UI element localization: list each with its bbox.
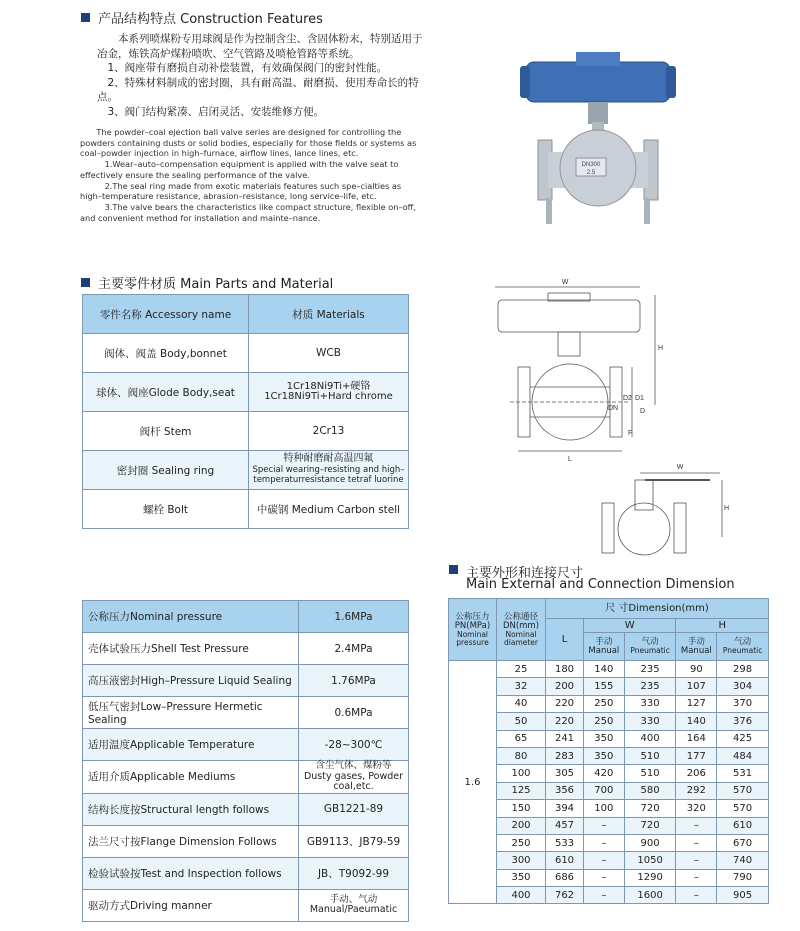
dim-cell: 304 [717,678,769,695]
part-material: WCB [249,334,409,373]
dim-cell: 510 [624,765,676,782]
spec-label: 法兰尺寸按Flange Dimension Follows [83,825,299,857]
dimensions-title-en-wrap [466,577,735,592]
header-l: L [546,619,584,661]
dim-cell: 125 [497,782,546,799]
dim-cell: 740 [717,852,769,869]
section-square-icon [81,278,90,287]
header-pn-unit: PN(MPa) [454,620,491,631]
spec-value: 0.6MPa [299,697,409,729]
header-pn [449,599,497,661]
dim-cell: 292 [676,782,717,799]
pneumatic-cn: 气动 [641,637,659,647]
dim-cell: 241 [546,730,584,747]
spec-label: 驱动方式Driving manner [83,889,299,921]
dim-cell: 164 [676,730,717,747]
spec-value-en: Manual/Paeumatic [309,904,398,915]
dim-cell: 305 [546,765,584,782]
part-name: 球体、阀座Glode Body,seat [83,373,249,412]
part-material-cn: 1Cr18Ni9Ti+硬铬 [286,380,371,392]
spec-value: -28~300℃ [299,729,409,761]
dim-cell: 420 [584,765,625,782]
header-h-manual [676,633,717,661]
header-dn [497,599,546,661]
dim-label-w: W [561,279,569,286]
table-row [83,334,409,373]
pneumatic-cn: 气动 [734,637,752,647]
part-name: 螺栓 Bolt [83,490,249,529]
construction-cn-text [97,32,423,119]
header-pn-en: Nominal pressure [456,629,489,647]
dim-cell: 107 [676,678,717,695]
dim-cell: 283 [546,747,584,764]
dim-cell: – [676,852,717,869]
header-h: H [676,619,769,633]
spec-value: GB9113、JB79-59 [299,825,409,857]
dim-cell: 200 [546,678,584,695]
header-dn-cn: 公称通径 [503,611,538,622]
spec-label: 公称压力Nominal pressure [83,601,299,633]
dim-label-h2: H [724,505,730,512]
dim-header-row [449,599,769,619]
section-square-icon [449,565,458,574]
header-dn-unit: DN(mm) [502,620,540,631]
header-w: W [584,619,676,633]
parts-table [82,294,409,529]
dim-cell: 580 [624,782,676,799]
dim-cell: 220 [546,713,584,730]
section-square-icon [81,13,90,22]
nameplate-text: 2.5 [586,170,596,176]
cn-paragraph: 本系列喷煤粉专用球阀是作为控制含尘、含固体粉末，特别适用于冶金，炼铁高炉煤粉喷吹、空气管路及喷枪管路等系统。 [97,33,423,60]
dim-cell: 330 [624,713,676,730]
manual-en: Manual [680,645,712,656]
actuator-cap-left [520,66,530,98]
table-row [449,817,769,834]
part-name: 密封圈 Sealing ring [83,451,249,490]
dim-label-h: H [658,345,664,352]
construction-title [81,8,323,27]
part-material: 中碳钢 Medium Carbon stell [249,490,409,529]
dim-cell: 127 [676,695,717,712]
table-row [83,793,409,825]
header-h-pneumatic [717,633,769,661]
spec-value: JB、T9092-99 [299,857,409,889]
manual-cn: 手动 [595,636,613,647]
en-paragraph: 1.Wear–auto–compensation equipment is applied with the valve seat to effectively ensure the sealing performance of the valve. [80,159,399,180]
dim-cell: 140 [584,661,625,678]
table-row [83,633,409,665]
dim-cell: 180 [546,661,584,678]
header-w-manual [584,633,625,661]
dim-cell: 457 [546,817,584,834]
spec-value [299,889,409,921]
table-row [449,747,769,764]
header-dimension: 尺 寸Dimension(mm) [546,599,769,619]
dim-cell: 900 [624,834,676,851]
table-row [449,887,769,904]
dim-cell: 250 [584,695,625,712]
construction-en-text [80,127,422,223]
dim-cell: 50 [497,713,546,730]
dim-cell: 700 [584,782,625,799]
spec-value: GB1221-89 [299,793,409,825]
spec-value-en: Dusty gases, Powder coal,etc. [303,770,404,792]
dim-label-w2: W [676,464,684,471]
table-row [449,800,769,817]
parts-header-material: 材质 Materials [249,295,409,334]
spec-label: 结构长度按Structural length follows [83,793,299,825]
dim-cell: 350 [497,869,546,886]
dim-cell: 670 [717,834,769,851]
table-row [449,782,769,799]
spec-value: 1.6MPa [299,601,409,633]
part-material-en: 1Cr18Ni9Ti+Hard chrome [264,391,393,402]
spec-value-cn: 含尘气体、煤粉等 [315,760,392,771]
support-leg [644,198,650,224]
dim-cell: 905 [717,887,769,904]
cn-paragraph: 1、阀座带有磨损自动补偿装置，有效确保阀门的密封性能。 [107,62,388,74]
manual-stem-outline [635,480,653,510]
dim-cell: 394 [546,800,584,817]
header-dn-en: Nominal diameter [504,629,538,647]
part-material [249,451,409,490]
dimension-body [449,661,769,904]
dim-cell: – [676,834,717,851]
bracket-outline [558,332,580,356]
dim-cell: 1290 [624,869,676,886]
en-paragraph: 3.The valve bears the characteristics like compact structure, flexible on–off, and convenient method for installation and mainte–nance. [80,201,416,223]
table-row [449,765,769,782]
table-row [449,730,769,747]
spec-value [299,761,409,794]
dim-cell: – [584,869,625,886]
dim-cell: 350 [584,747,625,764]
parts-header-row [83,295,409,334]
dim-label-dn: DN [608,405,619,412]
dimensions-title-cn: 主要外形和连接尺寸 [466,566,584,581]
table-row [83,373,409,412]
dim-cell: 356 [546,782,584,799]
parts-title-text: 主要零件材质 Main Parts and Material [98,277,334,292]
dim-cell: 100 [584,800,625,817]
dim-cell: 90 [676,661,717,678]
table-row [449,695,769,712]
table-row [449,661,769,678]
dim-cell: 250 [584,713,625,730]
table-row [83,825,409,857]
part-material: 2Cr13 [249,412,409,451]
table-row [449,852,769,869]
nameplate-text: DN300 [581,162,601,168]
manual-cn: 手动 [687,636,705,647]
dim-cell: 720 [624,800,676,817]
en-paragraph: The powder–coal ejection ball valve series are designed for controlling the powders containing dusts or solid bodies, especially for those fields or systems as coal–powder injection in high–furnace, airflow lines, lance lines, etc. [80,127,417,159]
valve-drawing [490,275,730,575]
table-row [83,412,409,451]
table-row [83,697,409,729]
table-row [449,869,769,886]
manual-ball-outline [618,503,670,555]
dim-cell: 1600 [624,887,676,904]
spec-label: 适用介质Applicable Mediums [83,761,299,794]
table-row [83,451,409,490]
spec-table [82,600,409,922]
dim-cell: 330 [624,695,676,712]
dim-cell: – [584,817,625,834]
part-material [249,373,409,412]
manual-flange-left [602,503,614,553]
dim-cell: 762 [546,887,584,904]
en-paragraph: 2.The seal ring made from exotic materials features such spe–cialties as high–temperature resistance, abrasion–resistance, long service–life, etc. [80,180,402,202]
dim-cell: 610 [717,817,769,834]
dim-cell: 400 [624,730,676,747]
support-leg [546,198,552,224]
spec-value: 2.4MPa [299,633,409,665]
part-name: 阀杆 Stem [83,412,249,451]
dim-label-d2: D2 [623,395,632,402]
dim-cell: 220 [546,695,584,712]
parts-header-name: 零件名称 Accessory name [83,295,249,334]
dim-cell: 200 [497,817,546,834]
dim-cell: – [676,869,717,886]
valve-bracket [588,102,608,124]
dim-cell: 400 [497,887,546,904]
table-row [83,889,409,921]
dim-cell: 80 [497,747,546,764]
dim-cell: 40 [497,695,546,712]
dim-cell: 370 [717,695,769,712]
dim-cell: – [584,834,625,851]
part-material-en: Special wearing–resisting and high–temperaturresistance tetraf luorine [252,464,405,486]
pn-value: 1.6 [449,661,497,904]
spec-label: 适用温度Applicable Temperature [83,729,299,761]
spec-label: 壳体试验压力Shell Test Pressure [83,633,299,665]
dim-cell: 570 [717,800,769,817]
dim-cell: 300 [497,852,546,869]
pneumatic-en: Pneumatic [630,646,670,655]
valve-photo [518,48,678,228]
dim-cell: 720 [624,817,676,834]
actuator-cap-right [666,66,676,98]
pneumatic-en: Pneumatic [722,646,763,655]
dim-label-l: L [568,456,572,463]
construction-title-text: 产品结构特点 Construction Features [98,12,323,27]
dim-cell: 484 [717,747,769,764]
table-row [449,834,769,851]
dim-label-d: D [640,408,646,415]
table-row [449,713,769,730]
dim-cell: 376 [717,713,769,730]
table-row [83,857,409,889]
dim-cell: 235 [624,678,676,695]
dim-cell: 235 [624,661,676,678]
dim-cell: 425 [717,730,769,747]
part-material-cn: 特种耐磨耐高温四氟 [283,453,374,465]
dim-cell: 610 [546,852,584,869]
spec-value: 1.76MPa [299,665,409,697]
dim-cell: – [676,817,717,834]
dim-cell: 206 [676,765,717,782]
dim-label-f: F [628,430,633,437]
dim-cell: – [676,887,717,904]
dim-cell: 320 [676,800,717,817]
dim-cell: 790 [717,869,769,886]
dimension-table [448,598,769,904]
dim-cell: 140 [676,713,717,730]
dim-cell: 1050 [624,852,676,869]
dim-cell: 686 [546,869,584,886]
table-row [83,490,409,529]
dim-cell: 531 [717,765,769,782]
dimensions-title-en: Main External and Connection Dimension [466,577,735,592]
manual-flange-right [674,503,686,553]
spec-label: 检验试验按Test and Inspection follows [83,857,299,889]
part-name: 阀体、阀盖 Body,bonnet [83,334,249,373]
dim-cell: 150 [497,800,546,817]
dim-cell: 350 [584,730,625,747]
dim-cell: 177 [676,747,717,764]
parts-title [81,273,333,292]
dim-cell: – [584,852,625,869]
actuator-outline [498,300,640,332]
dim-cell: 533 [546,834,584,851]
spec-value-cn: 手动、气动 [329,893,378,905]
dim-cell: 155 [584,678,625,695]
table-row [449,678,769,695]
dim-cell: 25 [497,661,546,678]
table-row [83,601,409,633]
dim-cell: 570 [717,782,769,799]
table-row [83,761,409,794]
dim-cell: 250 [497,834,546,851]
header-w-pneumatic [624,633,676,661]
cn-paragraph: 3、阀门结构紧凑、启闭灵活、安装维修方便。 [107,105,325,118]
dim-cell: 65 [497,730,546,747]
table-row [83,729,409,761]
spec-label: 高压液密封High–Pressure Liquid Sealing [83,665,299,697]
dim-cell: 298 [717,661,769,678]
dim-cell: 510 [624,747,676,764]
spec-label: 低压气密封Low–Pressure Hermetic Sealing [83,697,299,729]
actuator-top [576,52,620,66]
header-pn-cn: 公称压力 [455,611,490,622]
actuator-body [526,62,670,102]
cn-paragraph: 2、特殊材料制成的密封圈，具有耐高温、耐磨损、使用寿命长的特点。 [97,76,419,103]
dim-label-d1: D1 [635,395,644,402]
dim-cell: – [584,887,625,904]
manual-en: Manual [588,645,620,656]
table-row [83,665,409,697]
dim-cell: 100 [497,765,546,782]
dim-cell: 32 [497,678,546,695]
